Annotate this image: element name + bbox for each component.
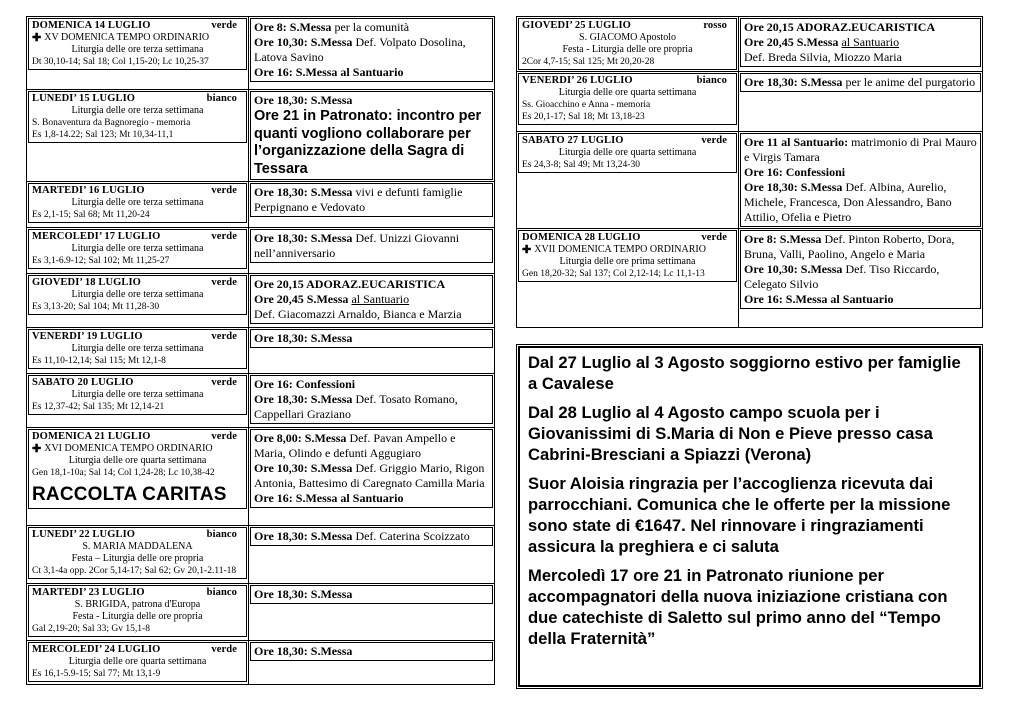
readings: Es 3,1-6.9-12; Sal 102; Mt 11,25-27 [32,256,170,266]
event-text-bold: Ore 10,30: S.Messa [744,262,843,276]
notice-inner [518,346,981,687]
events-cell [739,229,983,328]
liturgy-cell [27,526,249,584]
liturgy-cell-inner [518,73,737,125]
day-name: VENERDI’ 26 LUGLIO [522,75,633,86]
events-cell-inner [740,230,981,309]
event-line [254,392,489,422]
liturgy-week: Liturgia delle ore terza settimana [71,343,204,354]
liturgy-week: Liturgia delle ore terza settimana [71,197,204,208]
day-name: MERCOLEDI’ 17 LUGLIO [32,231,161,242]
events-cell-inner [740,133,981,227]
events-cell [249,584,495,641]
liturgical-color: verde [701,232,727,243]
event-text-bold: Ore 18,30: S.Messa [254,587,353,601]
memorial: S. Bonaventura da Bagnoregio - memoria [32,118,191,128]
event-line [254,587,489,602]
cross-icon: ✚ [522,244,532,256]
liturgy-cell-inner [28,329,247,369]
event-text: Ore 21 in Patronato: incontro per quanti vogliono collaborare per l’organizzazione della Sagra di Tessara [254,108,482,177]
liturgy-cell-inner [518,18,737,70]
events-cell [249,17,495,90]
day-row [27,584,495,641]
day-name: MARTEDI’ 23 LUGLIO [32,587,145,598]
liturgy-cell [27,182,249,228]
liturgy-cell-inner [28,527,247,579]
events-cell [249,526,495,584]
events-cell [249,428,495,526]
right-calendar-table [516,16,983,328]
event-text-bold: Ore 18,30: S.Messa [744,180,843,194]
readings: Es 24,3-8; Sal 49; Mt 13,24-30 [522,160,640,170]
day-name: GIOVEDI’ 18 LUGLIO [32,277,141,288]
event-line [254,93,489,108]
notice-paragraph: Dal 27 Luglio al 3 Agosto soggiorno estivo per famiglie a Cavalese [528,353,961,393]
events-cell-inner [250,375,493,424]
event-line [744,135,977,165]
readings: Es 3,13-20; Sal 104; Mt 11,28-30 [32,302,160,312]
liturgy-cell [27,274,249,328]
events-cell-inner [250,642,493,661]
notice-box [516,344,983,689]
readings: Ct 3,1-4a opp. 2Cor 5,14-17; Sal 62; Gv 20,1-2.11-18 [32,566,237,576]
liturgy-cell-inner [28,585,247,637]
events-cell-inner [250,429,493,508]
event-line [744,292,977,307]
liturgy-week: Festa – Liturgia delle ore propria [71,553,204,564]
liturgy-week: Liturgia delle ore quarta settimana [558,147,697,158]
event-text: per la comunità [331,20,410,34]
day-row [517,229,983,328]
event-text-bold: Ore 20,15 ADORAZ.EUCARISTICA [744,20,936,34]
readings: Gal 2,19-20; Sal 33; Gv 15,1-8 [32,624,150,634]
day-name: LUNEDI’ 22 LUGLIO [32,529,136,540]
day-heading [522,232,733,244]
event-text-bold: Ore 18,30: S.Messa [254,331,353,345]
event-line [254,431,489,461]
notice-paragraph: Dal 28 Luglio al 4 Agosto campo scuola per i Giovanissimi di S.Maria di Non e Pieve presso casa Cabrini-Bresciani a Spiazzi (Verona) [528,403,933,464]
liturgy-week: Liturgia delle ore terza settimana [71,44,204,55]
saint-name: S. MARIA MADDALENA [82,541,193,552]
event-text-underlined: al Santuario [841,35,900,49]
event-text: Def. Giacomazzi Arnaldo, Bianca e Marzia [254,307,462,321]
event-line [254,65,489,80]
events-cell [739,17,983,72]
day-name: LUNEDI’ 15 LUGLIO [32,93,136,104]
sunday-title [32,443,243,455]
event-text-bold: Ore 16: S.Messa al Santuario [254,65,404,79]
day-row [27,17,495,90]
events-cell [739,72,983,132]
event-line [744,232,977,262]
liturgical-color: verde [211,377,237,388]
day-name: DOMENICA 21 LUGLIO [32,431,151,442]
day-name: SABATO 27 LUGLIO [522,135,624,146]
event-line [254,491,489,506]
liturgy-week: Festa - Liturgia delle ore propria [562,44,693,55]
event-text-bold: Ore 10,30: S.Messa [254,461,353,475]
event-text-bold: Ore 18,30: S.Messa [744,75,843,89]
event-line [254,307,489,322]
day-row [517,17,983,72]
liturgy-cell-inner [518,230,737,282]
liturgical-color: verde [211,431,237,442]
event-line [254,35,489,65]
event-text-bold: Ore 20,15 ADORAZ.EUCARISTICA [254,277,446,291]
event-text-bold: Ore 18,30: S.Messa [254,392,353,406]
liturgy-cell-inner [28,18,247,70]
day-heading [32,431,243,443]
liturgy-cell-inner [28,91,247,143]
day-heading [32,185,243,197]
day-heading [32,231,243,243]
day-heading [32,93,243,105]
day-heading [522,75,733,87]
event-line [254,461,489,491]
memorial: Ss. Gioacchino e Anna - memoria [522,100,651,110]
liturgy-week: Liturgia delle ore terza settimana [71,289,204,300]
saint-name: S. GIACOMO Apostolo [579,32,676,43]
events-cell [249,228,495,274]
event-text: vivi e defunti famiglie Perpignano e Vedovato [254,185,463,214]
notice-paragraph: Mercoledì 17 ore 21 in Patronato riunione per accompagnatori della nuova iniziazione cristiana con due catechiste di Saletto sul primo anno del “Tempo della Fraternità” [528,566,948,648]
event-text-bold: Ore 18,30: S.Messa [254,93,353,107]
event-text: matrimonio di Prai Mauro e Virgis Tamara [744,135,977,164]
events-cell-inner [250,329,493,348]
event-text-bold: Ore 11 al Santuario: [744,135,849,149]
liturgy-cell [27,90,249,182]
liturgical-color: bianco [206,529,237,540]
readings: Es 1,8-14.22; Sal 123; Mt 10,34-11,1 [32,130,174,140]
liturgy-week: Liturgia delle ore prima settimana [559,256,696,267]
day-row [27,228,495,274]
liturgy-cell [517,132,739,229]
liturgy-week: Liturgia delle ore terza settimana [71,105,204,116]
day-row [27,526,495,584]
event-text: Def. Pavan Ampello e Maria, Olindo e defunti Aggugiaro [254,431,456,460]
day-name: VENERDI’ 19 LUGLIO [32,331,143,342]
day-heading [32,644,243,656]
events-cell [249,328,495,374]
day-row [517,132,983,229]
event-text-bold: Ore 16: Confessioni [254,377,356,391]
event-line [254,108,489,178]
day-row [27,328,495,374]
event-text: Def. Tiso Riccardo, Celegato Silvio [744,262,940,291]
liturgy-cell-inner [28,183,247,223]
event-line [744,262,977,292]
event-text: Def. Pinton Roberto, Dora, Bruna, Valli, Paolino, Angelo e Maria [744,232,955,261]
liturgical-color: bianco [206,93,237,104]
event-line [744,50,977,65]
events-cell-inner [250,275,493,324]
liturgy-cell [27,374,249,428]
day-heading [32,587,243,599]
events-cell [249,641,495,685]
liturgical-color: rosso [703,20,727,31]
liturgical-color: verde [211,231,237,242]
liturgical-color: verde [211,20,237,31]
liturgy-week: Liturgia delle ore terza settimana [71,389,204,400]
liturgy-cell [27,584,249,641]
liturgy-cell-inner [28,429,247,509]
event-text-bold: Ore 18,30: S.Messa [254,231,353,245]
liturgy-cell [517,229,739,328]
liturgy-week: Liturgia delle ore quarta settimana [68,455,207,466]
readings: 2Cor 4,7-15; Sal 125; Mt 20,20-28 [522,57,655,67]
day-row [27,428,495,526]
liturgy-cell [27,641,249,685]
readings: Gen 18,20-32; Sal 137; Col 2,12-14; Lc 11,1-13 [522,269,705,279]
event-line [744,20,977,35]
events-cell [739,132,983,229]
event-text: Def. Volpato Dosolina, Latova Savino [254,35,466,64]
sunday-title-text: XVII DOMENICA TEMPO ORDINARIO [534,244,706,255]
liturgy-cell [517,72,739,132]
readings: Gen 18,1-10a; Sal 14; Col 1,24-28; Lc 10,38-42 [32,468,215,478]
day-heading [522,135,733,147]
event-text: Def. Breda Silvia, Miozzo Maria [744,50,902,64]
events-cell-inner [740,18,981,67]
event-text-bold: Ore 18,30: S.Messa [254,185,353,199]
readings: Es 12,37-42; Sal 135; Mt 12,14-21 [32,402,165,412]
day-row [27,274,495,328]
event-text-underlined: al Santuario [351,292,410,306]
day-row [27,641,495,685]
event-text: Def. Unizzi Giovanni nell’anniversario [254,231,460,260]
events-cell-inner [250,585,493,604]
liturgical-color: verde [211,331,237,342]
liturgy-cell-inner [28,642,247,682]
sunday-title-text: XV DOMENICA TEMPO ORDINARIO [44,32,210,43]
events-cell [249,90,495,182]
event-text-bold: Ore 16: S.Messa al Santuario [254,491,404,505]
events-cell-inner [250,18,493,82]
day-name: SABATO 20 LUGLIO [32,377,134,388]
event-line [254,277,489,292]
events-cell [249,374,495,428]
event-line [254,644,489,659]
liturgy-week: Liturgia delle ore terza settimana [71,243,204,254]
day-heading [32,529,243,541]
liturgical-color: verde [211,644,237,655]
liturgy-cell [517,17,739,72]
liturgy-cell-inner [28,229,247,269]
event-text-bold: Ore 8: S.Messa [744,232,822,246]
event-text-bold: Ore 8: S.Messa [254,20,332,34]
sunday-title-text: XVI DOMENICA TEMPO ORDINARIO [44,443,213,454]
events-cell-inner [250,229,493,263]
liturgy-cell [27,17,249,90]
event-line [254,529,489,544]
day-row [27,90,495,182]
events-cell [249,182,495,228]
raccolta-caritas: RACCOLTA CARITAS [32,484,227,505]
day-name: GIOVEDI’ 25 LUGLIO [522,20,631,31]
event-text-bold: Ore 20,45 S.Messa [254,292,352,306]
event-line [254,231,489,261]
liturgy-cell-inner [28,375,247,415]
liturgy-week: Liturgia delle ore quarta settimana [558,87,697,98]
day-heading [32,331,243,343]
events-cell [249,274,495,328]
event-line [744,180,977,225]
liturgy-week: Liturgia delle ore quarta settimana [68,656,207,667]
sunday-title [522,244,733,256]
liturgy-cell-inner [28,275,247,315]
event-line [254,185,489,215]
event-line [254,331,489,346]
event-line [254,377,489,392]
event-text-bold: Ore 18,30: S.Messa [254,644,353,658]
event-line [744,35,977,50]
events-cell-inner [250,91,493,180]
event-line [254,292,489,307]
readings: Es 16,1-5.9-15; Sal 77; Mt 13,1-9 [32,669,161,679]
liturgical-color: bianco [206,587,237,598]
event-line [744,165,977,180]
left-calendar-table [26,16,495,685]
event-line [254,20,489,35]
event-text: Def. Griggio Mario, Rigon Antonia, Battesimo di Caregnato Camilla Maria [254,461,485,490]
day-heading [32,20,243,32]
event-text-bold: Ore 10,30: S.Messa [254,35,353,49]
events-cell-inner [250,527,493,546]
liturgy-cell [27,428,249,526]
notice-paragraph: Suor Aloisia ringrazia per l’accoglienza ricevuta dai parrocchiani. Comunica che le offerte per la missione sono state di €1647. Nel rinnovare i ringraziamenti assicura la preghiera e ci saluta [528,474,951,556]
event-text-bold: Ore 20,45 S.Messa [744,35,842,49]
readings: Es 20,1-17; Sal 18; Mt 13,18-23 [522,112,645,122]
event-text-bold: Ore 18,30: S.Messa [254,529,353,543]
day-heading [32,277,243,289]
event-text-bold: Ore 16: Confessioni [744,165,846,179]
readings: Es 11,10-12,14; Sal 115; Mt 12,1-8 [32,356,166,366]
day-row [27,182,495,228]
events-cell-inner [740,73,981,92]
cross-icon: ✚ [32,32,42,44]
cross-icon: ✚ [32,443,42,455]
event-text: per le anime del purgatorio [842,75,976,89]
events-cell-inner [250,183,493,217]
sunday-title [32,32,243,44]
liturgy-cell [27,228,249,274]
day-name: MERCOLEDI’ 24 LUGLIO [32,644,161,655]
liturgical-color: verde [211,277,237,288]
liturgy-cell [27,328,249,374]
day-name: DOMENICA 14 LUGLIO [32,20,151,31]
day-row [517,72,983,132]
event-text: Def. Caterina Scoizzato [352,529,470,543]
liturgical-color: bianco [696,75,727,86]
event-text: Def. Albina, Aurelio, Michele, Francesca, Don Alessandro, Bano Attilio, Ofelia e Pietro [744,180,952,224]
readings: Es 2,1-15; Sal 68; Mt 11,20-24 [32,210,150,220]
liturgical-color: verde [701,135,727,146]
event-text-bold: Ore 16: S.Messa al Santuario [744,292,894,306]
liturgy-week: Festa - Liturgia delle ore propria [72,611,203,622]
day-name: DOMENICA 28 LUGLIO [522,232,641,243]
readings: Dt 30,10-14; Sal 18; Col 1,15-20; Lc 10,25-37 [32,57,209,67]
event-line [744,75,977,90]
day-heading [522,20,733,32]
liturgical-color: verde [211,185,237,196]
day-heading [32,377,243,389]
saint-name: S. BRIGIDA, patrona d'Europa [74,599,201,610]
day-row [27,374,495,428]
liturgy-cell-inner [518,133,737,173]
day-name: MARTEDI’ 16 LUGLIO [32,185,145,196]
event-text: Def. Tosato Romano, Cappellari Graziano [254,392,458,421]
event-text-bold: Ore 8,00: S.Messa [254,431,347,445]
